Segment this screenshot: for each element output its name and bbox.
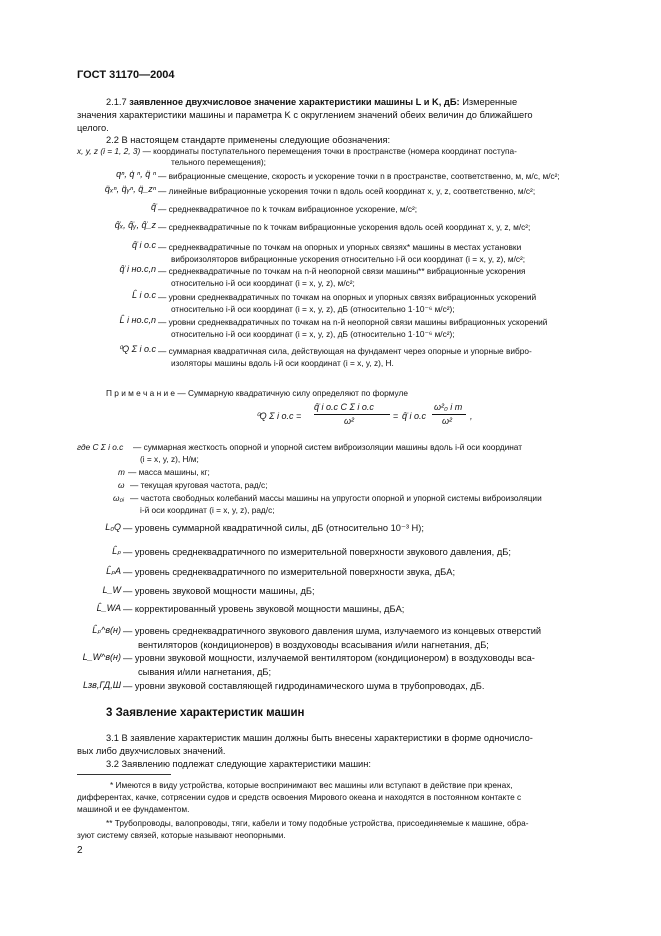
definition-symbol: q̂̈ i но.с,n <box>119 264 156 274</box>
definition-text: — уровни среднеквадратичных по точкам на n-й неопорной связи машины вибрационных ускорений <box>158 317 548 327</box>
clause-text: Измеренные <box>459 97 518 107</box>
definition-text: — среднеквадратичные по точкам на опорных и упорных связях* машины в местах установки <box>158 242 522 252</box>
formula-frac1-numerator: q̂̈ i о.с C Σ i о.с <box>314 402 374 412</box>
definition-text: — вибрационные смещение, скорость и ускорение точки n в пространстве, соответственно, м, м/с, м/с²; <box>158 171 560 181</box>
where-text: — масса машины, кг; <box>128 467 210 477</box>
footnote-1-line2: дифферентах, качке, сотрясении судов и средств освоения Мирового океана и находятся в постоянном контакте с <box>77 792 522 802</box>
where-text: — суммарная жесткость опорной и упорной систем виброизоляции машины вдоль i-й оси координат <box>133 442 523 452</box>
where-text: — текущая круговая частота, рад/с; <box>130 480 268 490</box>
level-symbol: L̂_WA <box>96 603 121 613</box>
level-text: — уровень звуковой мощности машины, дБ; <box>123 586 315 596</box>
level-symbol: L̂ₚA <box>106 566 121 576</box>
level-symbol: Lзв,ГД,Ш <box>82 680 121 690</box>
definition-continuation: виброизоляторов вибрационные ускорения относительно i-й оси координат (i = x, y, z), м/с²; <box>171 254 526 264</box>
footnote-divider <box>77 774 171 775</box>
where-symbol: ω₀ᵢ <box>113 493 124 503</box>
definition-continuation: тельного перемещения); <box>171 157 266 167</box>
clause-number: 2.1.7 <box>106 97 130 107</box>
definition-symbol: L̂ i но.с,n <box>119 315 156 325</box>
level-text: — уровень суммарной квадратичной силы, дБ (относительно 10⁻³ Н); <box>123 523 424 533</box>
level-symbol: L_W <box>102 585 121 595</box>
paragraph-2-2: 2.2 В настоящем стандарте применены следующие обозначения: <box>106 135 391 145</box>
definition-continuation: относительно i-й оси координат (i = x, y, z), дБ (относительно 1·10⁻⁶ м/с²); <box>171 304 455 314</box>
definition-text: — среднеквадратичные по точкам на n-й неопорной связи машины** вибрационные ускорения <box>158 266 526 276</box>
level-symbol: L₀Q <box>105 522 121 532</box>
level-text: — уровень среднеквадратичного звукового давления шума, излучаемого из концевых отверстий <box>123 626 542 636</box>
where-symbol: где C Σ i о.с <box>77 442 124 452</box>
definition-text: — суммарная квадратичная сила, действующая на фундамент через опорные и упорные вибро- <box>158 346 532 356</box>
definition-text: — координаты поступательного перемещения точки в пространстве (номера координат поступа- <box>142 146 517 156</box>
definition-symbol: L̂ i о.с <box>131 290 156 300</box>
definition-row <box>77 145 517 157</box>
level-text: — уровни звуковой составляющей гидродинамического шума в трубопроводах, дБ. <box>123 681 485 691</box>
definition-text: — среднеквадратичное по k точкам вибрационное ускорение, м/с²; <box>158 204 418 214</box>
formula-tail: , <box>470 411 473 421</box>
definition-continuation: относительно i-й оси координат (i = x, y, z), м/с²; <box>171 278 355 288</box>
formula-frac2-numerator: ω²₀ i m <box>434 402 463 412</box>
formula-frac2-bar <box>432 414 466 415</box>
definition-symbol: qⁿ, q̇ ⁿ, q̈ ⁿ <box>116 169 156 179</box>
level-text: — корректированный уровень звуковой мощности машины, дБA; <box>123 604 405 614</box>
definition-text: — линейные вибрационные ускорения точки n вдоль осей координат x, y, z, соответственно, м/с²; <box>158 186 536 196</box>
paragraph-3-1-line2: вых либо двухчисловых значений. <box>77 746 226 756</box>
level-symbol: L̂ₚ <box>112 546 121 556</box>
formula-frac1-bar <box>314 414 390 415</box>
definition-symbol: q̂̈ₓ, q̂̈ᵧ, q̂̈_z <box>114 220 156 230</box>
definition-continuation: относительно i-й оси координат (i = x, y, z), дБ (относительно 1·10⁻⁶ м/с²); <box>171 329 455 339</box>
paragraph-3-1-line1: 3.1 В заявление характеристик машин должны быть внесены характеристики в форме одночисло- <box>106 733 533 743</box>
where-continuation: (i = x, y, z), Н/м; <box>140 454 199 464</box>
paragraph-2-1-7-line1 <box>106 96 517 109</box>
formula-frac1-denominator: ω² <box>344 416 355 426</box>
footnote-1-line1: * Имеются в виду устройства, которые воспринимают вес машины или вступают в действие при кренах, <box>110 780 513 790</box>
level-text: — уровень среднеквадратичного по измерительной поверхности звука, дБA; <box>123 567 456 577</box>
level-text: — уровень среднеквадратичного по измерительной поверхности звукового давления, дБ; <box>123 547 511 557</box>
definition-text: — уровни среднеквадратичных по точкам на опорных и упорных связях вибрационных ускорений <box>158 292 537 302</box>
where-continuation: i-й оси координат (i = x, y, z), рад/с; <box>140 505 275 515</box>
section-3-title: 3 Заявление характеристик машин <box>106 707 305 719</box>
formula-equals: = <box>393 411 399 421</box>
definition-symbol: q̂̈ <box>150 202 156 212</box>
definition-text: — среднеквадратичные по k точкам вибрационные ускорения вдоль осей координат x, y, z, м/с²; <box>158 222 531 232</box>
definition-symbol: q̈ₓⁿ, q̈ᵧⁿ, q̈_zⁿ <box>104 184 156 194</box>
level-symbol: L_W^в(н) <box>82 652 121 662</box>
where-symbol: ω <box>118 480 125 490</box>
paragraph-2-1-7-line2: значения характеристики машины и параметра K с округлением значений обеих величин до ближайшего <box>77 110 533 120</box>
formula-right <box>402 399 482 435</box>
note-lead: П р и м е ч а н и е — Суммарную квадратичную силу определяют по формуле <box>106 388 408 398</box>
term-definition: заявленное двухчисловое значение характеристики машины L и K, дБ: <box>129 97 460 107</box>
formula-frac2-denominator: ω² <box>442 416 453 426</box>
formula-mid: q̂̈ i о.с <box>402 411 427 421</box>
where-symbol: m <box>118 467 125 477</box>
footnote-2-line1: ** Трубопроводы, валопроводы, тяги, кабели и тому подобные устройства, присоединяемые к машине, обра- <box>106 818 529 828</box>
level-continuation: вентиляторов (кондиционеров) в воздуховоды всасывания и/или нагнетания, дБ; <box>138 640 489 650</box>
level-symbol: L̂ₚ^в(н) <box>92 625 121 635</box>
where-text: — частота свободных колебаний массы машины на упругости опорной и упорной системы виброизоляции <box>130 493 542 503</box>
paragraph-2-1-7-line3: целого. <box>77 123 109 133</box>
formula <box>256 399 426 435</box>
paragraph-3-2: 3.2 Заявлению подлежат следующие характеристики машин: <box>106 759 371 769</box>
document-header: ГОСТ 31170—2004 <box>77 69 175 81</box>
definition-symbol: ⁰Q Σ i о.с <box>118 344 156 354</box>
level-continuation: сывания и/или нагнетания, дБ; <box>138 667 272 677</box>
definition-continuation: изоляторы машины вдоль i-й оси координат (i = x, y, z), Н. <box>171 358 394 368</box>
page-number: 2 <box>77 845 83 856</box>
footnote-1-line3: машиной и ее фундаментом. <box>77 804 190 814</box>
footnote-2-line2: зуют систему связей, которые называют неопорными. <box>77 830 286 840</box>
level-text: — уровни звуковой мощности, излучаемой вентилятором (кондиционером) в воздуховоды вса- <box>123 653 535 663</box>
definition-symbol: x, y, z (i = 1, 2, 3) <box>77 146 141 156</box>
formula-lhs: ⁰Q Σ i о.с = <box>256 411 302 421</box>
definition-symbol: q̂̈ i о.с <box>131 240 156 250</box>
